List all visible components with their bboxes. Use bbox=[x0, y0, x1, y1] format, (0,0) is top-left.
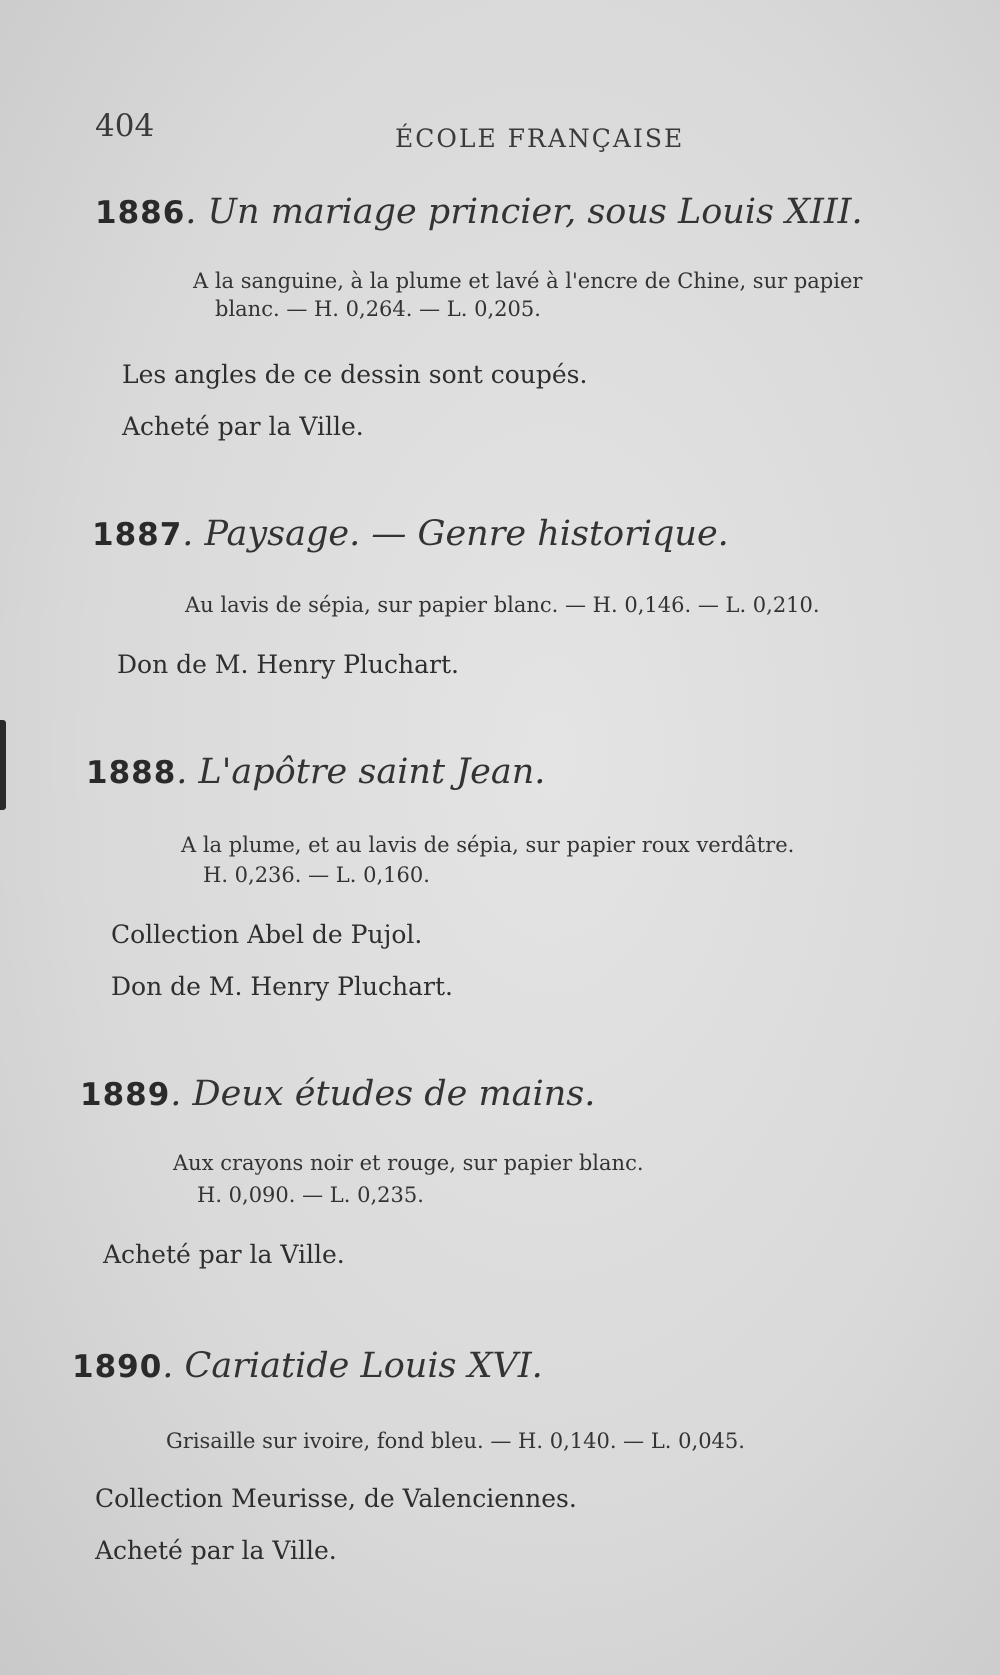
entry-number: 1887 bbox=[92, 517, 183, 553]
entry-number: 1889 bbox=[80, 1077, 171, 1113]
entry-number: 1888 bbox=[86, 755, 177, 791]
page-number: 404 bbox=[95, 108, 155, 144]
entry-note: Acheté par la Ville. bbox=[122, 412, 364, 441]
entry-description-line: H. 0,090. — L. 0,235. bbox=[197, 1183, 424, 1207]
entry-number: 1890 bbox=[72, 1349, 163, 1385]
running-head: ÉCOLE FRANÇAISE bbox=[395, 124, 685, 153]
page-edge-shadow bbox=[0, 720, 6, 810]
entry-heading: 1886. Un mariage princier, sous Louis XIII. bbox=[95, 192, 863, 232]
entry-description-line: Grisaille sur ivoire, fond bleu. — H. 0,140. — L. 0,045. bbox=[166, 1429, 745, 1453]
entry-description-line: H. 0,236. — L. 0,160. bbox=[203, 863, 430, 887]
entry-description-line: blanc. — H. 0,264. — L. 0,205. bbox=[215, 297, 541, 321]
entry-note: Don de M. Henry Pluchart. bbox=[111, 972, 453, 1001]
entry-note: Collection Meurisse, de Valenciennes. bbox=[95, 1484, 577, 1513]
entry-heading: 1888. L'apôtre saint Jean. bbox=[86, 752, 546, 792]
entry-heading: 1889. Deux études de mains. bbox=[80, 1074, 596, 1114]
entry-note: Les angles de ce dessin sont coupés. bbox=[122, 360, 588, 389]
entry-title: Deux études de mains. bbox=[192, 1074, 596, 1114]
entry-title: L'apôtre saint Jean. bbox=[198, 752, 546, 792]
entry-note: Acheté par la Ville. bbox=[103, 1240, 345, 1269]
entry-title: Paysage. — Genre historique. bbox=[204, 514, 729, 554]
entry-description-line: Au lavis de sépia, sur papier blanc. — H. 0,146. — L. 0,210. bbox=[185, 593, 820, 617]
entry-title: Un mariage princier, sous Louis XIII. bbox=[207, 192, 863, 232]
entry-title: Cariatide Louis XVI. bbox=[184, 1346, 543, 1386]
entry-heading: 1887. Paysage. — Genre historique. bbox=[92, 514, 729, 554]
entry-note: Collection Abel de Pujol. bbox=[111, 920, 423, 949]
entry-description-line: Aux crayons noir et rouge, sur papier blanc. bbox=[173, 1151, 644, 1175]
entry-description-line: A la plume, et au lavis de sépia, sur papier roux verdâtre. bbox=[181, 833, 795, 857]
entry-number: 1886 bbox=[95, 195, 186, 231]
entry-heading: 1890. Cariatide Louis XVI. bbox=[72, 1346, 543, 1386]
entry-note: Acheté par la Ville. bbox=[95, 1536, 337, 1565]
entry-description-line: A la sanguine, à la plume et lavé à l'encre de Chine, sur papier bbox=[193, 269, 863, 293]
entry-note: Don de M. Henry Pluchart. bbox=[117, 650, 459, 679]
